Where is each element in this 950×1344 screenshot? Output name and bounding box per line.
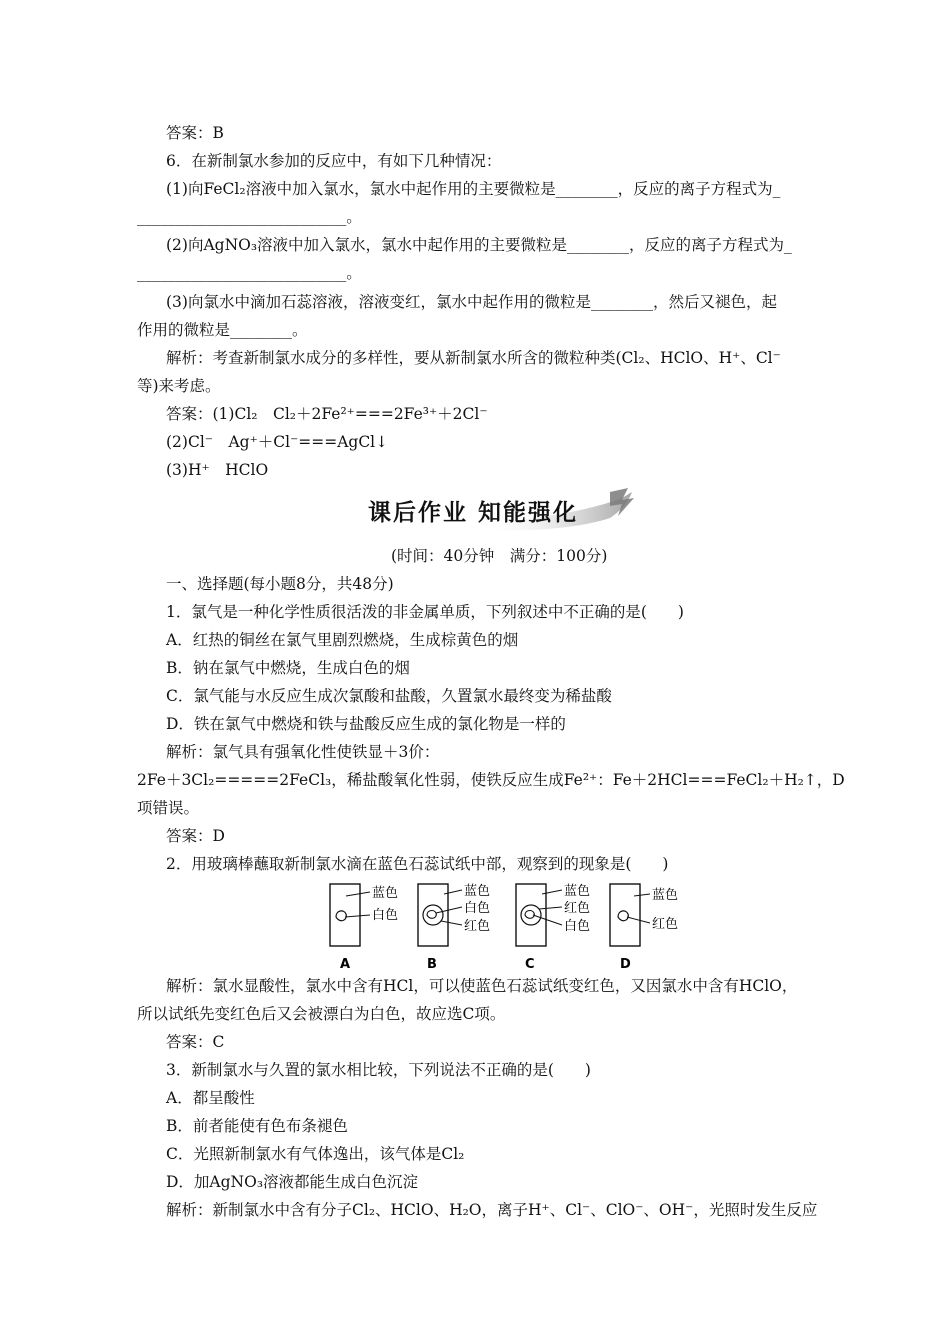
section-heading: 一、选择题(每小题8分，共48分) (166, 575, 394, 593)
answer-line: 答案：C (166, 1033, 225, 1051)
option-a: A．红热的铜丝在氯气里剧烈燃烧，生成棕黄色的烟 (166, 631, 519, 649)
analysis-cont: 等)来考虑。 (137, 377, 221, 395)
answer-line: (2)Cl⁻ Ag⁺＋Cl⁻===AgCl↓ (166, 433, 389, 451)
figure-a-label: A (340, 957, 351, 972)
figure-d (610, 884, 678, 972)
analysis-cont: 项错误。 (137, 799, 200, 817)
option-c: C．光照新制氯水有气体逸出，该气体是Cl₂ (166, 1145, 465, 1163)
option-a: A．都呈酸性 (166, 1089, 255, 1107)
litmus-paper-figure (320, 876, 720, 976)
question-3: 3．新制氯水与久置的氯水相比较，下列说法不正确的是( ) (166, 1061, 591, 1079)
q6-part2: (2)向AgNO₃溶液中加入氯水，氯水中起作用的主要微粒是________，反应的离子方程式为_ (166, 236, 792, 254)
analysis-equation: 2Fe＋3Cl₂=====2FeCl₃，稀盐酸氧化性弱，使铁反应生成Fe²⁺：Fe＋2HCl===FeCl₂＋H₂↑，D (137, 771, 845, 789)
label-c-1: 蓝色 (564, 884, 591, 899)
question-6: 6．在新制氯水参加的反应中，有如下几种情况： (166, 152, 502, 170)
label-b-3: 红色 (464, 919, 491, 934)
label-d-2: 红色 (652, 917, 679, 932)
section-banner (360, 488, 645, 534)
label-a-1: 蓝色 (372, 886, 399, 901)
option-d: D．铁在氯气中燃烧和铁与盐酸反应生成的氯化物是一样的 (166, 715, 566, 733)
label-c-2: 红色 (564, 901, 591, 916)
time-score-line: (时间：40分钟 满分：100分) (391, 547, 608, 565)
analysis-line: 解析：新制氯水中含有分子Cl₂、HClO、H₂O，离子H⁺、Cl⁻、ClO⁻、OH⁻，光照时发生反应 (166, 1201, 818, 1219)
analysis-cont: 所以试纸先变红色后又会被漂白为白色，故应选C项。 (137, 1005, 506, 1023)
option-b: B．钠在氯气中燃烧，生成白色的烟 (166, 659, 410, 677)
answer-line: (3)H⁺ HClO (166, 461, 269, 479)
option-c: C．氯气能与水反应生成次氯酸和盐酸，久置氯水最终变为稀盐酸 (166, 687, 612, 705)
q6-part1-blank: ___________________________。 (137, 208, 362, 226)
q6-part1: (1)向FeCl₂溶液中加入氯水，氯水中起作用的主要微粒是________，反应的离子方程式为_ (166, 180, 781, 198)
q6-part2-blank: ___________________________。 (137, 264, 362, 282)
option-d: D．加AgNO₃溶液都能生成白色沉淀 (166, 1173, 419, 1191)
answer-line: 答案：(1)Cl₂ Cl₂＋2Fe²⁺===2Fe³⁺＋2Cl⁻ (166, 405, 488, 423)
figure-c-label: C (525, 957, 535, 972)
analysis-line: 解析：氯气具有强氧化性使铁显＋3价： (166, 743, 440, 761)
figure-d-label: D (620, 957, 631, 972)
option-b: B．前者能使有色布条褪色 (166, 1117, 348, 1135)
label-d-1: 蓝色 (652, 888, 679, 903)
question-2: 2．用玻璃棒蘸取新制氯水滴在蓝色石蕊试纸中部，观察到的现象是( ) (166, 855, 669, 873)
label-b-1: 蓝色 (464, 884, 491, 899)
answer-line: 答案：D (166, 827, 225, 845)
analysis-line: 解析：考查新制氯水成分的多样性，要从新制氯水所含的微粒种类(Cl₂、HClO、H⁺、Cl⁻ (166, 349, 781, 367)
answer-line: 答案：B (166, 124, 224, 142)
label-a-2: 白色 (372, 908, 399, 923)
question-1: 1．氯气是一种化学性质很活泼的非金属单质，下列叙述中不正确的是( ) (166, 603, 684, 621)
q6-part3-cont: 作用的微粒是________。 (137, 321, 308, 339)
q6-part3: (3)向氯水中滴加石蕊溶液，溶液变红，氯水中起作用的微粒是________，然后又褪色，起 (166, 293, 777, 311)
figure-a (330, 884, 398, 972)
figure-b (418, 883, 490, 972)
label-c-3: 白色 (564, 919, 591, 934)
analysis-line: 解析：氯水显酸性，氯水中含有HCl，可以使蓝色石蕊试纸变红色，又因氯水中含有HClO， (166, 977, 798, 995)
label-b-2: 白色 (464, 901, 491, 916)
banner-title: 课后作业 知能强化 (368, 500, 579, 526)
figure-c (516, 883, 590, 972)
figure-b-label: B (427, 957, 437, 972)
